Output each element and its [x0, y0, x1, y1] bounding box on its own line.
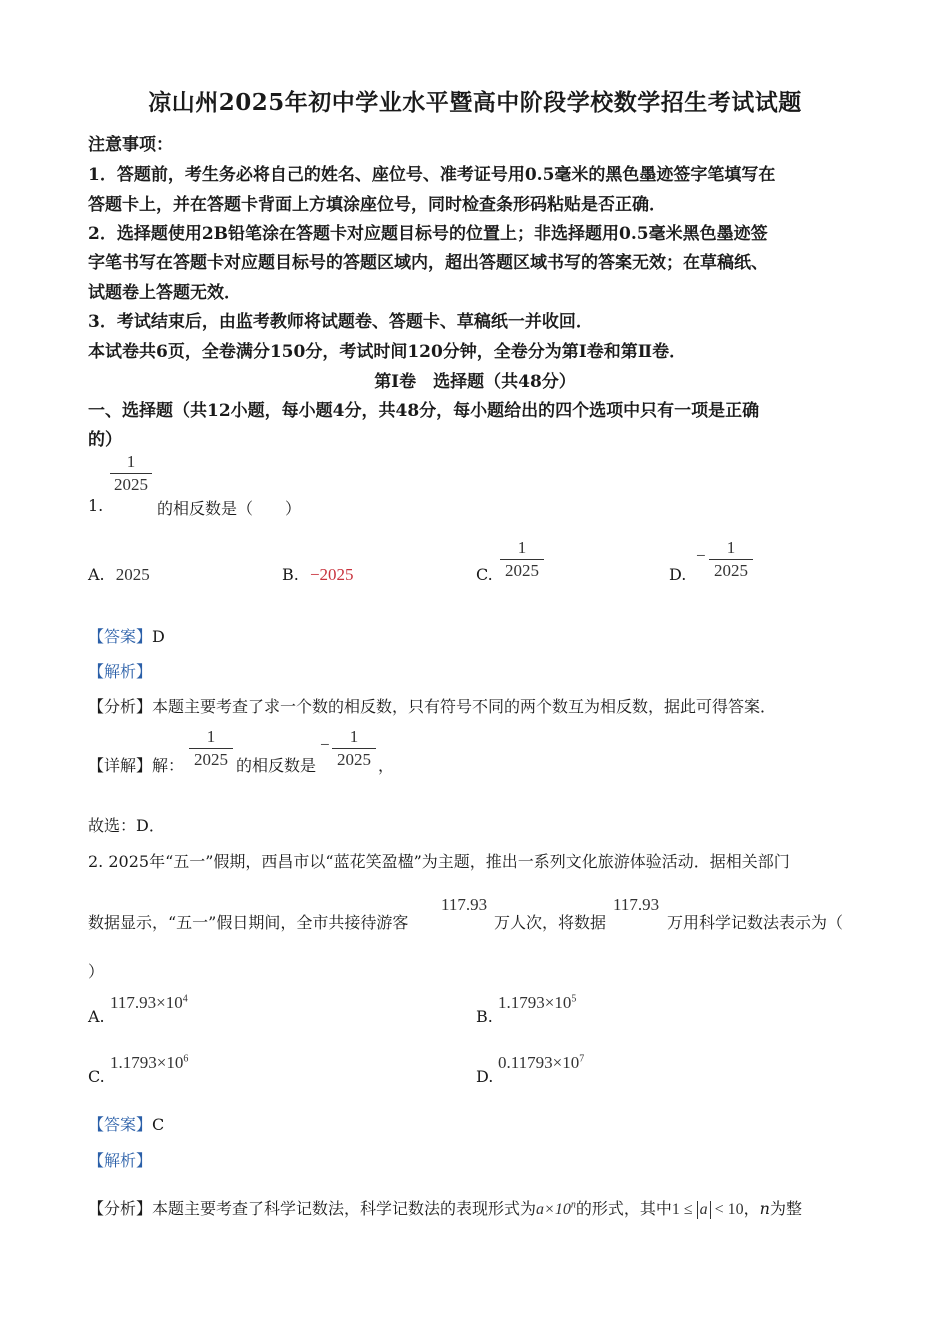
fraction-denominator: 2025 [194, 750, 228, 769]
q1-fraction-numerator: 1 [126, 452, 136, 471]
sci-base: 0.11793×10 [498, 1053, 580, 1072]
notice-line: 本试卷共6页，全卷满分150分，考试时间120分钟，全卷分为第Ⅰ卷和第Ⅱ卷． [88, 342, 687, 362]
sci-base: 117.93×10 [110, 993, 183, 1012]
q1-option-b [282, 565, 354, 585]
fraction-numerator: 1 [726, 538, 736, 557]
q1-answer [88, 624, 165, 647]
q2-stem-line2c: 万用科学记数法表示为（ [667, 913, 844, 932]
q2-option-a-label: A. [88, 1007, 105, 1026]
q1-conclusion: 故选：D． [88, 816, 165, 835]
q1-detail-mid: 的相反数是 [236, 756, 317, 775]
option-value: −2025 [309, 565, 354, 584]
q2-stem-line3: ） [88, 962, 105, 981]
q1-detail-fraction-2 [332, 727, 376, 770]
answer-tag: 【答案】 [88, 627, 153, 646]
q1-detail-fraction [189, 727, 233, 770]
answer-tag: 【答案】 [88, 1115, 153, 1134]
q2-stem-line2a: 数据显示，“五一”假日期间，全市共接待游客 [88, 913, 409, 932]
q1-detail-tag [88, 753, 184, 776]
math-exponent: n [570, 1199, 576, 1211]
q2-analysis [88, 1196, 802, 1219]
q2-option-b-label: B. [476, 1007, 493, 1026]
notice-line: 字笔书写在答题卡对应题目标号的答题区域内，超出答题区域书写的答案无效；在草稿纸、 [88, 253, 768, 273]
q2-option-c-value [110, 1053, 188, 1073]
fenxi-text: 本题主要考查了科学记数法，科学记数法的表现形式为 [152, 1199, 537, 1218]
sci-exponent: 7 [579, 1053, 585, 1065]
q1-option-d-fraction [709, 538, 753, 581]
q1-fraction-denominator: 2025 [114, 475, 148, 494]
fraction-denominator: 2025 [714, 561, 748, 580]
q1-option-c-fraction [500, 538, 544, 581]
notice-line: 3．考试结束后，由监考教师将试题卷、答题卡、草稿纸一并收回． [88, 312, 593, 332]
math-abs: a [697, 1201, 711, 1219]
sci-exponent: 5 [571, 993, 577, 1005]
notice-line: 1．答题前，考生务必将自己的姓名、座位号、准考证号用0.5毫米的黑色墨迹签字笔填写在 [88, 165, 776, 185]
q2-option-d-label: D. [476, 1067, 494, 1086]
q1-option-c-label: C. [476, 565, 493, 584]
section-heading: 第Ⅰ卷 选择题（共48分） [374, 372, 576, 392]
fraction-numerator: 1 [517, 538, 527, 557]
q2-option-d-value [498, 1053, 584, 1073]
xiangjie-pre: 解： [152, 756, 185, 775]
notice-line: 答题卡上，并在答题卡背面上方填涂座位号，同时检查条形码粘贴是否正确． [88, 195, 666, 215]
q2-jiexi-tag: 【解析】 [88, 1151, 153, 1170]
section-instructions-cont: 的） [88, 430, 122, 450]
q1-fraction [110, 452, 152, 495]
q1-detail-sign: − [320, 735, 330, 754]
notice-line: 试题卷上答题无效． [88, 283, 241, 303]
sci-base: 1.1793×10 [110, 1053, 184, 1072]
fenxi-n: n [759, 1199, 770, 1218]
q1-option-d-label: D. [669, 565, 687, 584]
q2-answer [88, 1112, 164, 1135]
fraction-denominator: 2025 [337, 750, 371, 769]
fraction-numerator: 1 [349, 727, 359, 746]
sci-base: 1.1793×10 [498, 993, 572, 1012]
sci-exponent: 4 [182, 993, 188, 1005]
q1-detail-end: ， [378, 756, 395, 775]
page-title: 凉山州2025年初中学业水平暨高中阶段学校数学招生考试试题 [148, 89, 802, 116]
math-part: 1 ≤ [671, 1201, 693, 1218]
fenxi-text-c: ， [743, 1199, 760, 1218]
fenxi-math-2 [672, 1201, 744, 1218]
q2-value-2: 117.93 [613, 895, 660, 914]
xiangjie-tag: 【详解】 [88, 756, 153, 775]
q2-value-1: 117.93 [441, 895, 488, 914]
notice-heading: 注意事项： [88, 135, 173, 155]
answer-value: D [152, 627, 165, 646]
fenxi-math-1 [536, 1201, 576, 1218]
math-base: a×10 [536, 1201, 571, 1218]
notice-line: 2．选择题使用2B铅笔涂在答题卡对应题目标号的位置上；非选择题用0.5毫米黑色墨迹签 [88, 224, 768, 244]
q2-stem-line2b: 万人次，将数据 [494, 913, 607, 932]
q1-option-d-sign: − [696, 546, 706, 565]
q2-option-b-value [498, 993, 576, 1013]
fenxi-tag: 【分析】 [88, 697, 153, 716]
q1-analysis [88, 694, 776, 717]
fraction-denominator: 2025 [505, 561, 539, 580]
option-label: B. [282, 565, 299, 584]
q1-jiexi-tag: 【解析】 [88, 662, 153, 681]
fenxi-text-d: 为整 [769, 1199, 802, 1218]
q2-option-a-value [110, 993, 188, 1013]
fenxi-tag: 【分析】 [88, 1199, 153, 1218]
answer-value: C [152, 1115, 165, 1134]
q1-option-a [88, 565, 150, 585]
section-instructions: 一、选择题（共12小题，每小题4分，共48分，每小题给出的四个选项中只有一项是正确 [88, 401, 760, 421]
option-label: A. [88, 565, 105, 584]
option-value: 2025 [115, 565, 150, 584]
sci-exponent: 6 [183, 1053, 189, 1065]
fenxi-text-b: 的形式，其中 [575, 1199, 672, 1218]
fenxi-text: 本题主要考查了求一个数的相反数，只有符号不同的两个数互为相反数，据此可得答案． [152, 697, 777, 716]
q2-option-c-label: C. [88, 1067, 105, 1086]
q1-number: 1. [88, 496, 104, 515]
q1-stem: 的相反数是（ ） [157, 499, 302, 518]
math-part: < 10 [714, 1201, 744, 1218]
q2-stem-line1: 2. 2025年“五一”假期，西昌市以“蓝花笑盈楹”为主题，推出一系列文化旅游体验活动．据相关部门 [88, 852, 790, 871]
fraction-numerator: 1 [206, 727, 216, 746]
